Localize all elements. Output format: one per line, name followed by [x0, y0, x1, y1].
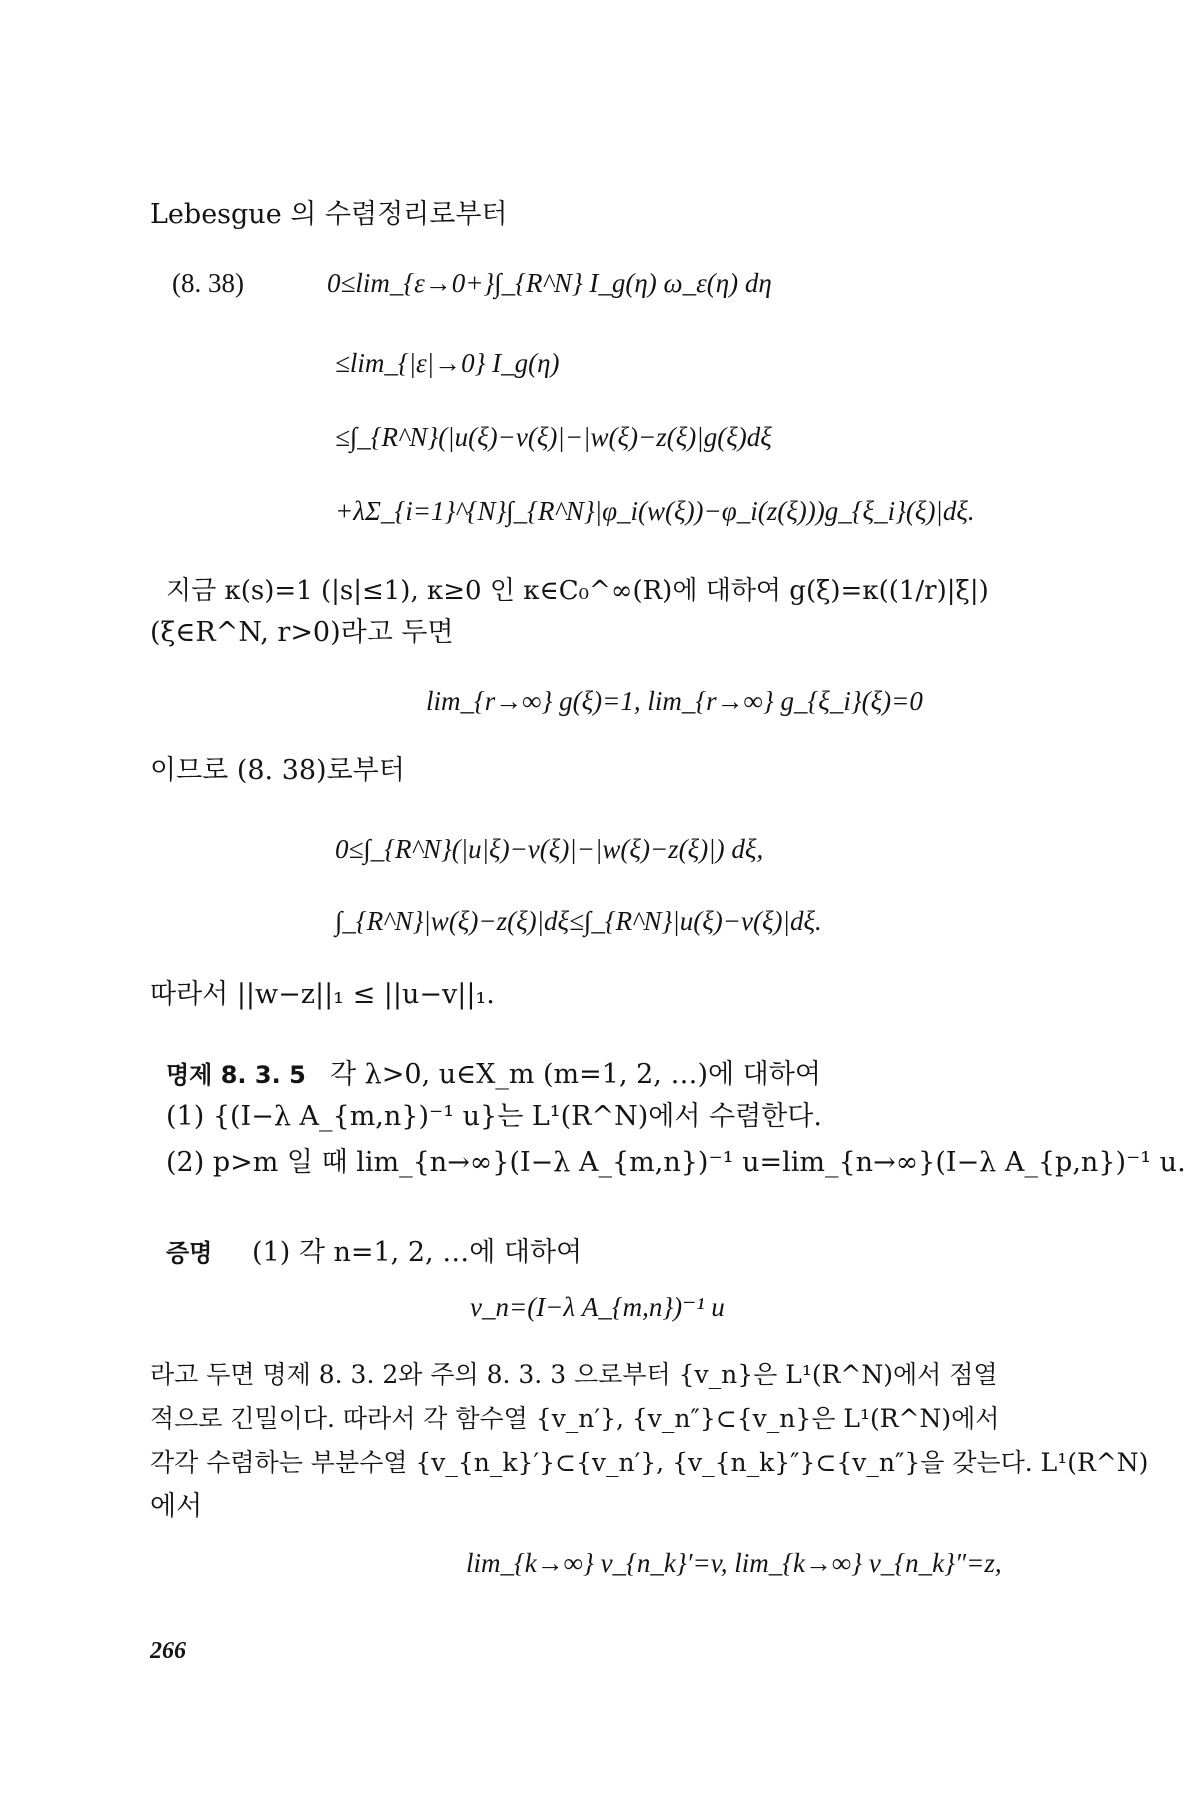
equation-line-3: ≤∫_{R^N}(|u(ξ)−v(ξ)|−|w(ξ)−z(ξ)|g(ξ)dξ [335, 422, 772, 452]
para3: 따라서 ||w−z||₁ ≤ ||u−v||₁. [150, 979, 495, 1010]
proof-para-line-4: 에서 [150, 1491, 203, 1522]
equation-label: (8. 38) [172, 268, 244, 298]
proof-line-1: (1) 각 n=1, 2, …에 대하여 [252, 1237, 583, 1268]
intro-line: Lebesgue 의 수렴정리로부터 [150, 199, 508, 230]
proof-final-line: lim_{k→∞} v_{n_k}′=v, lim_{k→∞} v_{n_k}″=z, [466, 1548, 1002, 1578]
limits-line: lim_{r→∞} g(ξ)=1, lim_{r→∞} g_{ξ_i}(ξ)=0 [426, 686, 923, 716]
equation-line-4: +λΣ_{i=1}^{N}∫_{R^N}|φ_i(w(ξ))−φ_i(z(ξ)))g_{ξ_i}(ξ)|dξ. [335, 496, 975, 526]
ineq-line-2: ∫_{R^N}|w(ξ)−z(ξ)|dξ≤∫_{R^N}|u(ξ)−v(ξ)|dξ. [335, 906, 822, 936]
proposition-title: 명제 8. 3. 5 [166, 1061, 306, 1089]
para2: 이므로 (8. 38)로부터 [150, 755, 405, 786]
ineq-line-1: 0≤∫_{R^N}(|u|ξ)−v(ξ)|−|w(ξ)−z(ξ)|) dξ, [335, 834, 764, 864]
page-number: 266 [150, 1638, 186, 1664]
proof-para-line-1: 라고 두면 명제 8. 3. 2와 주의 8. 3. 3 으로부터 {v_n}은 L¹(R^N)에서 점열 [150, 1360, 998, 1389]
para1-line1: 지금 κ(s)=1 (|s|≤1), κ≥0 인 κ∈C₀^∞(R)에 대하여 g(ξ)=κ((1/r)|ξ|) [166, 576, 989, 606]
proof-para-line-3: 각각 수렴하는 부분수열 {v_{n_k}′}⊂{v_n′}, {v_{n_k}″}⊂{v_n″}을 갖는다. L¹(R^N) [150, 1448, 1149, 1477]
proof-para-line-2: 적으로 긴밀이다. 따라서 각 함수열 {v_n′}, {v_n″}⊂{v_n}은 L¹(R^N)에서 [150, 1404, 1000, 1433]
proposition-statement: 각 λ>0, u∈X_m (m=1, 2, …)에 대하여 [330, 1059, 821, 1090]
proposition-item-2: (2) p>m 일 때 lim_{n→∞}(I−λ A_{m,n})⁻¹ u=lim_{n→∞}(I−λ A_{p,n})⁻¹ u. [166, 1147, 1186, 1178]
equation-line-2: ≤lim_{|ε|→0} I_g(η) [335, 348, 560, 378]
equation-line-1: 0≤lim_{ε→0+}∫_{R^N} I_g(η) ω_ε(η) dη [327, 268, 772, 298]
proof-title: 증명 [166, 1239, 213, 1267]
proposition-item-1: (1) {(I−λ A_{m,n})⁻¹ u}는 L¹(R^N)에서 수렴한다. [166, 1101, 822, 1132]
para1-line2: (ξ∈R^N, r>0)라고 두면 [150, 617, 454, 648]
proof-display: v_n=(I−λ A_{m,n})⁻¹ u [470, 1292, 725, 1322]
